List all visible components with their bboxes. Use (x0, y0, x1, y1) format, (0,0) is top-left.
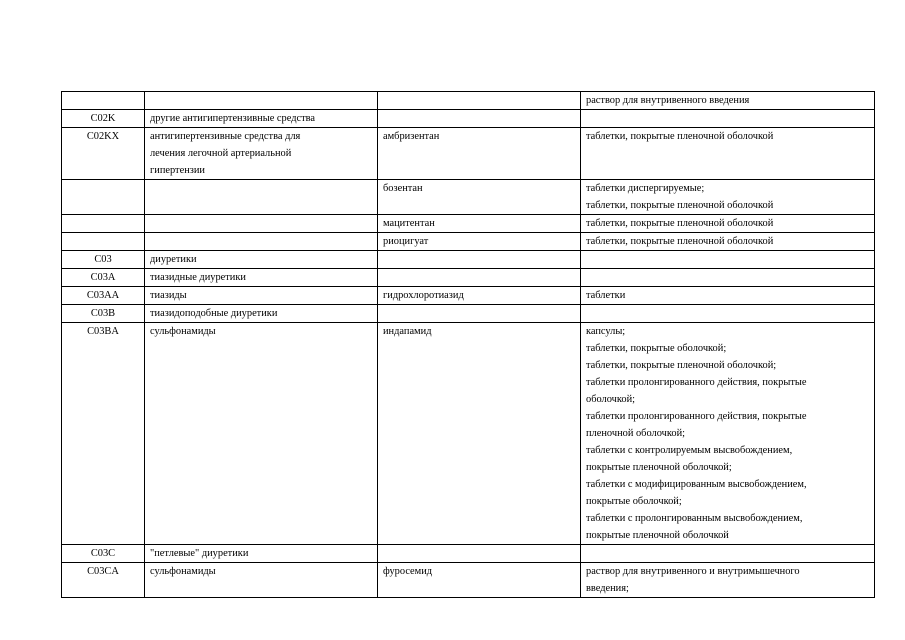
dosage-form-item: таблетки пролонгированного действия, покрытые пленочной оболочкой; (586, 411, 807, 439)
drug-name-cell: фуросемид (378, 563, 581, 598)
dosage-form-item: раствор для внутривенного и внутримышечного введения; (586, 566, 800, 594)
dosage-forms-cell (581, 563, 875, 598)
dosage-forms-cell (581, 251, 875, 269)
table-row (62, 110, 875, 128)
table-row (62, 92, 875, 110)
table-row (62, 180, 875, 215)
drug-name-cell: амбризентан (378, 128, 581, 180)
dosage-form-item: таблетки с модифицированным высвобождением, покрытые оболочкой; (586, 479, 807, 507)
dosage-forms-cell (581, 305, 875, 323)
drug-name-cell: индапамид (378, 323, 581, 545)
dosage-form-item: таблетки, покрытые пленочной оболочкой (586, 131, 774, 142)
dosage-forms-cell (581, 180, 875, 215)
atc-code-cell (62, 233, 145, 251)
dosage-form-item: таблетки пролонгированного действия, покрытые оболочкой; (586, 377, 807, 405)
group-text-line: антигипертензивные средства для (150, 131, 301, 142)
anatomical-therapeutic-group-cell: тиазидные диуретики (145, 269, 378, 287)
anatomical-therapeutic-group-cell: диуретики (145, 251, 378, 269)
atc-code-cell: C03CA (62, 563, 145, 598)
drug-table-body (62, 92, 875, 598)
anatomical-therapeutic-group-cell (145, 215, 378, 233)
dosage-forms-cell (581, 128, 875, 180)
dosage-form-item: таблетки с контролируемым высвобождением, покрытые пленочной оболочкой; (586, 445, 793, 473)
anatomical-therapeutic-group-cell (145, 180, 378, 215)
dosage-form-item: таблетки, покрытые пленочной оболочкой (586, 200, 774, 211)
dosage-form-item: таблетки, покрытые оболочкой; (586, 343, 727, 354)
table-row (62, 287, 875, 305)
anatomical-therapeutic-group-cell: "петлевые" диуретики (145, 545, 378, 563)
drug-name-cell (378, 251, 581, 269)
dosage-forms-cell (581, 92, 875, 110)
dosage-forms-cell (581, 233, 875, 251)
atc-code-cell: C02KX (62, 128, 145, 180)
dosage-form-item: таблетки диспергируемые; (586, 183, 705, 194)
drug-name-cell (378, 305, 581, 323)
dosage-forms-cell (581, 269, 875, 287)
atc-code-cell: C02K (62, 110, 145, 128)
anatomical-therapeutic-group-cell: тиазидоподобные диуретики (145, 305, 378, 323)
table-row (62, 305, 875, 323)
anatomical-therapeutic-group-cell: другие антигипертензивные средства (145, 110, 378, 128)
dosage-form-item: таблетки, покрытые пленочной оболочкой; (586, 360, 777, 371)
drug-name-cell (378, 92, 581, 110)
anatomical-therapeutic-group-cell (145, 128, 378, 180)
atc-code-cell: C03B (62, 305, 145, 323)
drug-name-cell (378, 545, 581, 563)
dosage-form-item: таблетки, покрытые пленочной оболочкой (586, 236, 774, 247)
drug-name-cell: гидрохлоротиазид (378, 287, 581, 305)
atc-code-cell: C03A (62, 269, 145, 287)
table-row (62, 563, 875, 598)
table-row (62, 233, 875, 251)
dosage-forms-cell (581, 323, 875, 545)
dosage-form-item: таблетки (586, 290, 626, 301)
atc-code-cell: C03BA (62, 323, 145, 545)
atc-code-cell: C03AA (62, 287, 145, 305)
drug-name-cell: риоцигуат (378, 233, 581, 251)
dosage-form-item: капсулы; (586, 326, 626, 337)
dosage-forms-cell (581, 215, 875, 233)
table-row (62, 545, 875, 563)
drug-name-cell: бозентан (378, 180, 581, 215)
dosage-form-item: таблетки, покрытые пленочной оболочкой (586, 218, 774, 229)
dosage-forms-cell (581, 287, 875, 305)
drug-list-table (61, 91, 875, 598)
table-row (62, 269, 875, 287)
dosage-forms-cell (581, 545, 875, 563)
atc-code-cell (62, 215, 145, 233)
anatomical-therapeutic-group-cell: сульфонамиды (145, 563, 378, 598)
anatomical-therapeutic-group-cell: тиазиды (145, 287, 378, 305)
dosage-form-item: раствор для внутривенного введения (586, 95, 750, 106)
anatomical-therapeutic-group-cell (145, 233, 378, 251)
group-text-line: гипертензии (150, 165, 205, 176)
atc-code-cell (62, 180, 145, 215)
dosage-forms-cell (581, 110, 875, 128)
table-row (62, 215, 875, 233)
atc-code-cell (62, 92, 145, 110)
atc-code-cell: C03C (62, 545, 145, 563)
drug-name-cell (378, 269, 581, 287)
table-row (62, 128, 875, 180)
anatomical-therapeutic-group-cell (145, 92, 378, 110)
drug-name-cell: мацитентан (378, 215, 581, 233)
group-text-line: лечения легочной артериальной (150, 148, 292, 159)
atc-code-cell: C03 (62, 251, 145, 269)
table-row (62, 251, 875, 269)
dosage-form-item: таблетки с пролонгированным высвобождением, покрытые пленочной оболочкой (586, 513, 803, 541)
anatomical-therapeutic-group-cell: сульфонамиды (145, 323, 378, 545)
table-row (62, 323, 875, 545)
drug-name-cell (378, 110, 581, 128)
